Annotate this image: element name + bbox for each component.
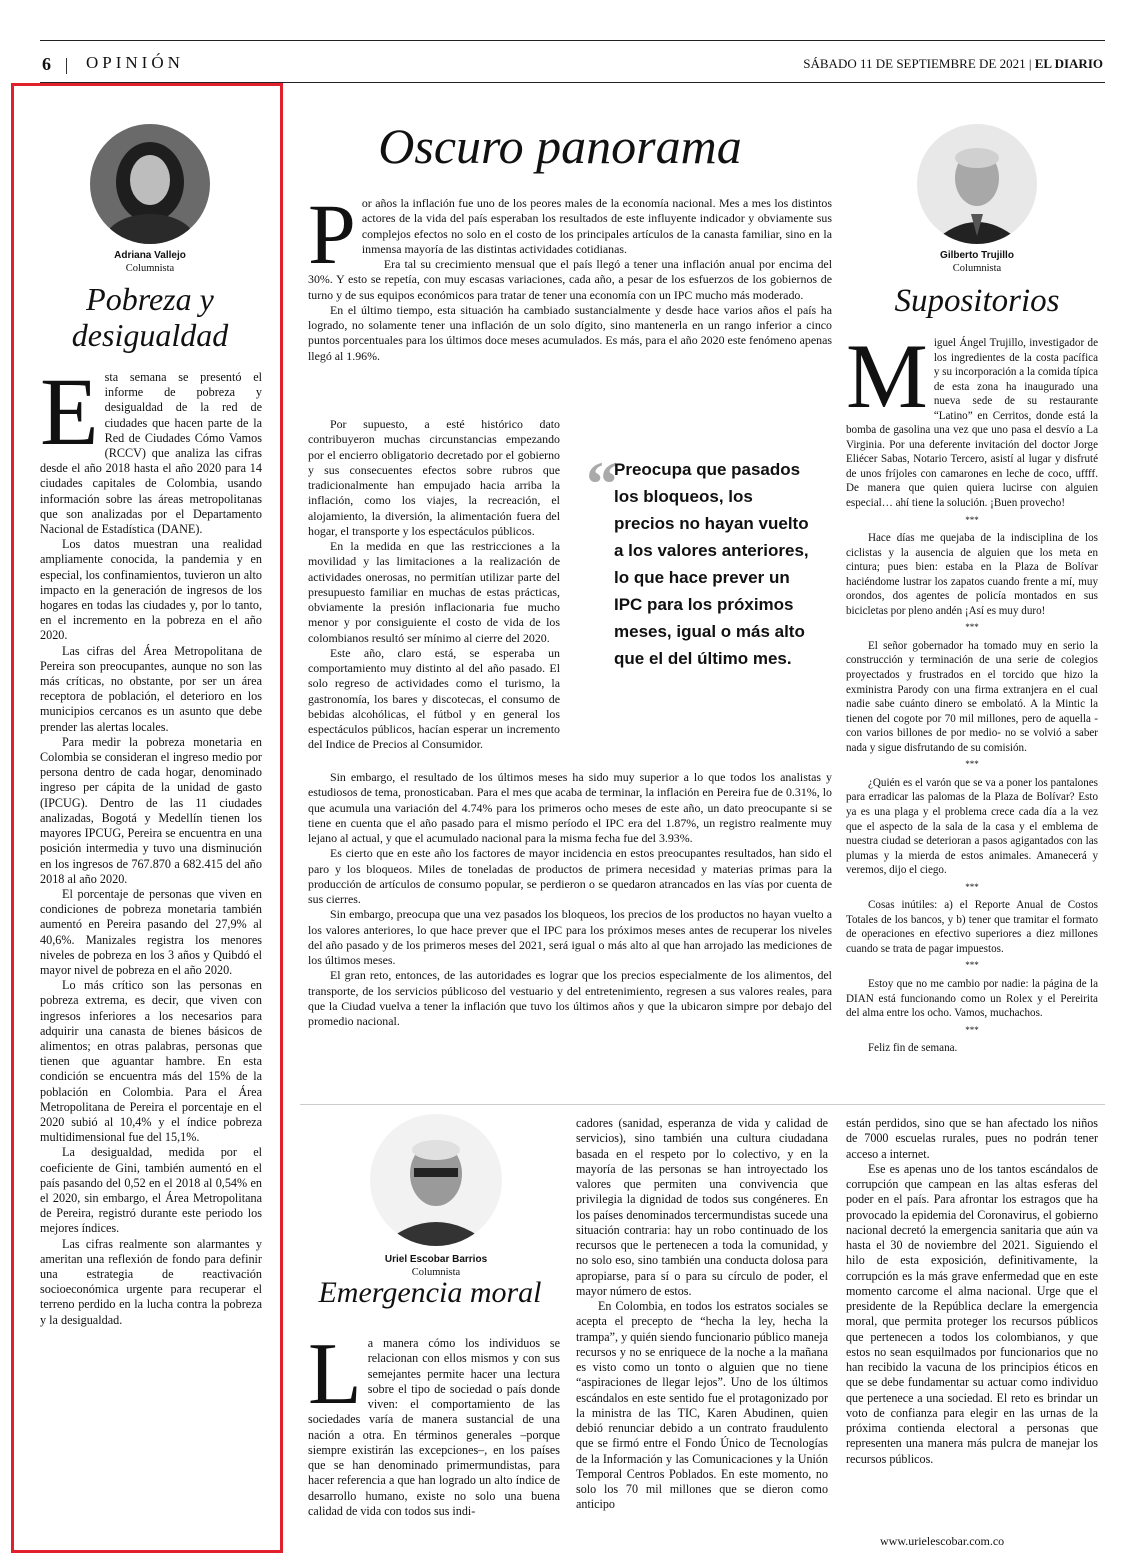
quote-mark-icon: “: [586, 448, 618, 519]
portrait-icon: [370, 1114, 502, 1246]
paragraph: Este año, claro está, se esperaba un comportamiento muy distinto al del año pasado. El solo regreso de actividades como el turismo, la gastronomía, los bares y discotecas, el consumo de bebidas alcohólicas, el fútbol y en general los espectáculos públicos, hacían esperar un incremento del Indice de Precios al Consumidor.: [308, 645, 560, 752]
paragraph: Estoy que no me cambio por nadie: la página de la DIAN está funcionando como un Rolex y el Pereirita del alma entre los ocho. Vamos, muchachos.: [846, 977, 1098, 1020]
section-separator: ***: [965, 1024, 979, 1035]
column-title-supositorios: Supositorios: [894, 283, 1060, 319]
author-website: www.urielescobar.com.co: [880, 1534, 1005, 1548]
section-divider: [300, 1104, 1105, 1105]
article-body-emergencia-col1: [308, 1336, 560, 1546]
issue-date: SÁBADO 11 DE SEPTIEMBRE DE 2021: [803, 56, 1026, 71]
author-role: Columnista: [411, 1267, 461, 1278]
column-title-emergencia: Emergencia moral: [318, 1276, 542, 1309]
section-name: OPINIÓN: [86, 53, 184, 72]
author-name: Adriana Vallejo: [114, 250, 186, 261]
page-number: 6: [42, 54, 52, 74]
paragraph: El gran reto, entonces, de las autoridades es lograr que los precios especialmente de los alimentos, del transporte, de los servicios públicoso del vestuario y del entretenimiento, regresen a sus valores reales, para que la Ciudad vuelva a tener la inflación que tuvo los últimos años y que la ubicaron simpre por debajo del promedio nacional.: [308, 968, 832, 1028]
author-name: Uriel Escobar Barrios: [384, 1254, 488, 1265]
author-name: Gilberto Trujillo: [940, 250, 1014, 261]
paragraph: a manera cómo los individuos se relacionan con ellos mismos y con sus semejantes permite hacer una lectura sobre el tipo de sociedad o país donde viven: el comportamiento de las sociedades varía de manera sustancial de una nación a otra. En términos generales –porque siempre existirán las excepciones–, en los países que se han denominado primermundistas, para hacer referencia a que han logrado un alto índice de desarrollo humano, existe no solo una buena calidad de vida con todos sus indi-: [308, 1336, 560, 1518]
paragraph: iguel Ángel Trujillo, investigador de los ingredientes de la costa pacífica y su incorporación a la comida típica de esta zona ha inaugurado una nueva sede de su restaurante “Latino” en Cerritos, donde está la bomba de gasolina una vez que uno pasa el desvío a La Virginia. Por una deferente invitación del doctor Jorge Eliécer Sabas, Notario Tercero, asistí al lugar y disfruté de unos fríjoles con camarones en leche de coco, uffff. De manera que quien quiera lucirse con alguien especial… ahí tiene la solución. ¡Buen provecho!: [846, 337, 1098, 510]
author-role: Columnista: [125, 263, 175, 274]
section-separator: ***: [965, 514, 979, 525]
paragraph: or años la inflación fue uno de los peores males de la economía nacional. Mes a mes los distintos actores de la vida del país esperaban los resultados de este influyente indicador y obviamente sus complejos efectos no solo en el costo de los principales artículos de la canasta familiar, sino en la inmensa mayoría de las distintas actividades cotidianas.: [361, 196, 832, 256]
section-separator: ***: [965, 622, 979, 633]
section-separator: ***: [965, 881, 979, 892]
paragraph: El porcentaje de personas que viven en condiciones de pobreza monetaria también aumentó en Pereira pasando del 27,9% al 40,6%. Manizales registra los menores niveles de pobreza en los 3 años y Quibdó el mayor nivel de pobreza en el año 2020.: [40, 886, 262, 977]
section-separator: ***: [965, 960, 979, 971]
author-photo-adriana: [90, 124, 210, 244]
section-separator: ***: [965, 759, 979, 770]
column-title-pobreza: Pobreza y desigualdad: [71, 281, 229, 353]
paragraph: Lo más crítico son las personas en pobreza extrema, es decir, que viven con ingresos inferiores a los necesarios para adquirir una canasta de bienes básicos de alimentos; en otras palabras, personas que tienen que aguantar hambre. En esta condición se encuentra más del 15% de la población en Colombia. Para el Área Metropolitana de Pereira el porcentaje en el 2020 subió al 10,4% y el índice pobreza multidimensional fue del 15,1%.: [40, 978, 262, 1145]
paragraph: sta semana se presentó el informe de pobreza y desigualdad de la red de ciudades que hacen parte de la Red de Ciudades Cómo Vamos (RCCV) que analiza las cifras desde el año 2018 hasta el año 2020 para 14 ciudades capitales de Colombia, usando información sobre las áreas metropolitanas que son analizadas por el Departamento Nacional de Estadística (DANE).: [40, 370, 262, 537]
author-photo-uriel: [370, 1114, 502, 1246]
portrait-icon: [917, 124, 1037, 244]
editorial-body-middle: [308, 417, 560, 769]
author-byline: [897, 249, 1057, 275]
paragraph: En la medida en que las restricciones a la movilidad y las limitaciones a la realización de actividades onerosas, no permitían utilizar parte del presupuesto familiar en muchas de estas prácticas, obviamente la presión inflacionaria fue mucho menor y por consiguiente el costo de vida de los colombianos resultó ser mínimo al cierre del 2020.: [308, 539, 560, 645]
paragraph: Sin embargo, preocupa que una vez pasados los bloqueos, los precios de los productos no hayan vuelto a los valores anteriores, lo que hace prever que el IPC para los próximos meses antes de recuperar los niveles del año pasado y de los primeros meses del 2021, será igual o más alto al que han arrojado las mediciones de los últimos meses.: [308, 907, 832, 967]
paragraph: cadores (sanidad, esperanza de vida y calidad de servicios), sino también una cultura ciudadana basada en el respeto por lo colectivo, y en la mayoría de las personas se han introyectado los valores que permiten una convivencia que privilegia la dignidad de todos sus congéneres. En los países denominados tercermundistas sucede una situación contraria: hay un robo continuado de los recursos que le pertenecen a toda la comunidad, y no solo eso, sino también una conducta dolosa para apropiarse, para sí o para su círculo de poder, el mayor número de estos.: [576, 1116, 828, 1298]
author-role: Columnista: [952, 263, 1002, 274]
paragraph: Las cifras del Área Metropolitana de Pereira son preocupantes, aunque no son las más críticas, no obstante, por ser un área receptora de población, el deterioro en los municipios cercanos es un asunto que debe prender las alertas locales.: [40, 643, 262, 734]
article-body-supositorios: [846, 336, 1098, 1086]
dropcap: L: [308, 1336, 362, 1423]
paragraph: Cosas inútiles: a) el Reporte Anual de Costos Totales de los bancos, y b) tener que tramitar el formato de operaciones en efectivo superiores a diez millones cuando se trata de pagar impuestos.: [846, 899, 1098, 955]
paragraph: Sin embargo, el resultado de los últimos meses ha sido muy superior a lo que todos los analistas y estudiosos de tema, pronosticaban. Para el mes que acaba de terminar, la inflación en Pereira fue de 0.31%, lo que acumula una variación del 4.74% para los primeros ocho meses de este año, un dato preocupante si se tiene en cuenta que el año pasado para el mismo período el IPC era del 1.87%, un registro realmente muy lejano al actual, y que el acumulado nacional para la misma fecha fue del 3.93%.: [308, 770, 832, 845]
portrait-icon: [90, 124, 210, 244]
header-divider: [66, 58, 67, 74]
paragraph: El señor gobernador ha tomado muy en serio la construcción y terminación de una serie de colegios proyectados y frustrados en el torcido que hizo la exministra Parody con una firma extranjera en el cual nadie sabe cuánto dinero se embolató. A la Mintic la tienen del cogote por 70 mil millones, pero de aquella -con varios billones de por medio- no se volvió a saber nada y sigue disfrutando de su comisión.: [846, 639, 1098, 754]
paragraph: En el último tiempo, esta situación ha cambiado sustancialmente y desde hace varios años el país ha logrado, no solamente tener una inflación de un solo dígito, sino mantenerla en un rango inferior a cinco puntos porcentuales para los últimos doce meses acumulados. Es más, para el año 2020 este fenómeno apenas llegó al 1.96%.: [308, 302, 832, 363]
paragraph: Hace días me quejaba de la indisciplina de los ciclistas y la ausencia de alguien que los meta en cintura; pues bien: estaba en la Plaza de Bolívar haciéndome lustrar los zapatos cuando frente a mí, muy orondos, dos agentes de policía montados en sus bicicletas por pleno andén ¡Así es muy duro!: [846, 532, 1098, 617]
paragraph: Las cifras realmente son alarmantes y ameritan una reflexión de fondo para definir una estrategia de reactivación socioeconómica urgente para recuperar el terreno perdido en la lucha contra la pobreza y la desigualdad.: [40, 1236, 262, 1327]
editorial-body-top: [308, 196, 832, 410]
editorial-body-bottom: [308, 770, 832, 1092]
paragraph: Es cierto que en este año los factores de mayor incidencia en estos preocupantes resultados, han sido el paro y los bloqueos. Miles de toneladas de productos de primera necesidad y materias primas para la producción de artículos de consumo popular, se perdieron o se quedaron atrancados en las vías por cuenta de sus cierres.: [308, 846, 832, 906]
author-photo-gilberto: [917, 124, 1037, 244]
paragraph: Por supuesto, a esté histórico dato contribuyeron muchas circunstancias empezando por el encierro obligatorio decretado por el gobierno y sus consecuentes efectos sobre rubros que tradicionalmente han empujado hacia arriba la inflación, como los viajes, la recreación, el alojamiento, la diversión, la alimentación fuera del hogar, el transporte y los espectáculos públicos.: [308, 417, 560, 538]
article-body-emergencia-col2: [576, 1116, 828, 1548]
paragraph: En Colombia, en todos los estratos sociales se acepta el precepto de “hecha la ley, hecha la trampa”, y quién siendo funcionario público maneja recursos y no se enriquece de la noche a la mañana es visto como un tonto o alguien que no tiene “aspiraciones de llegar lejos”. Uno de los últimos escándalos en este sentido fue el protagonizado por la ministra de las TIC, Karen Abudinen, quien debió renunciar debido a un contrato fraudulento que se firmó entre el Fondo Único de Tecnologías de la Información y las Comunicaciones y la Unión Temporal Centros Poblados. En este momento, no solo los 70 mil millones que se dieron como anticipo: [576, 1299, 828, 1512]
paragraph: Era tal su crecimiento mensual que el país llegó a tener una inflación anual por encima del 30%. Y esto se repetía, con muy escasas variaciones, cada año, a pesar de los esfuerzos de los gobiernos de turno y de sus equipos económicos para tratar de tener una economía con un IPC mucho más moderado.: [308, 257, 832, 302]
header-bottom-rule: [40, 82, 1105, 83]
article-body-pobreza: [40, 370, 262, 1540]
paragraph: La desigualdad, medida por el coeficiente de Gini, también aumentó en el país pasando del 0,52 en el 2018 al 0,54% en el 2020, sin embargo, el Área Metropolitana de Pereira, registró durante este periodo los mejores índices.: [40, 1145, 262, 1236]
paragraph: ¿Quién es el varón que se va a poner los pantalones para erradicar las palomas de la Plaza de Bolívar? Esto ya es una plaga y el problema crece cada día a la vez que el aspecto de la sala de la casa y el emblema de nuestra ciudad se deterioran a pasos agigantados con las plumas y la mierda de estos animales. Amanecerá y veremos, dijo el ciego.: [846, 776, 1098, 877]
dropcap: M: [846, 336, 928, 427]
paragraph: Los datos muestran una realidad ampliamente conocida, la pandemia y en especial, los confinamientos, tuvieron un alto impacto en la generación de ingresos de los hogares en todas las ciudades y, por lo tanto, en el incremento en la pobreza en el año 2020.: [40, 537, 262, 643]
dropcap: P: [308, 196, 356, 282]
editorial-title: Oscuro panorama: [378, 118, 742, 174]
newspaper-name: EL DIARIO: [1034, 56, 1103, 71]
pull-quote: Preocupa que pasados los bloqueos, los precios no hayan vuelto a los valores anteriores, lo que hace prever un IPC para los próximos meses, igual o más alto que el del último mes.: [614, 460, 809, 668]
dateline: SÁBADO 11 DE SEPTIEMBRE DE 2021 | EL DIARIO: [803, 56, 1103, 71]
top-rule: [40, 40, 1105, 41]
article-body-emergencia-col3: [846, 1116, 1098, 1530]
dropcap: E: [40, 370, 99, 465]
paragraph: están perdidos, sino que se han afectado los niños de 7000 escuelas rurales, pues no podrán tener acceso a internet.: [846, 1116, 1098, 1161]
paragraph: Para medir la pobreza monetaria en Colombia se consideran el ingreso medio por persona dentro de cada hogar, denominado ingreso per cápita de la unidad de gasto (IPCUG). Dentro de las 11 ciudades analizadas, Bogotá y Medellín tienen los mayores IPCUG, Pereira se encuentra en una posición intermedia y tuvo una disminución en los ingresos de 767.870 a 682.415 del año 2018 al año 2020.: [40, 734, 262, 886]
author-byline: [70, 249, 230, 275]
paragraph: Ese es apenas uno de los tantos escándalos de corrupción que campean en las altas esferas del poder en el país. Para afrontar los estragos que ha provocado la epidemia del Coronavirus, el gobierno nacional decretó la emergencia sanitaria que aún va hasta el 30 de noviembre del 2021. Siguiendo el hilo de esta exposición, definitivamente, la corrupción es la más grave enfermedad que en este momento carcome el alma nacional. Urge que el presidente de la República declare la emergencia moral, que permita proteger los recursos públicos que pertenecen a todos los colombianos, y que estos no sean esquilmados por funcionarios que no han recibido la vacuna de los principios éticos en que se debe fundamentar su actuar como individuo que pertenece a una sociedad. El reto es brindar un voto de confianza para elegir en las urnas de la próxima contienda electoral a personas que representen una manera más pulcra de manejar los recursos públicos.: [846, 1161, 1098, 1466]
paragraph: Feliz fin de semana.: [868, 1042, 958, 1055]
